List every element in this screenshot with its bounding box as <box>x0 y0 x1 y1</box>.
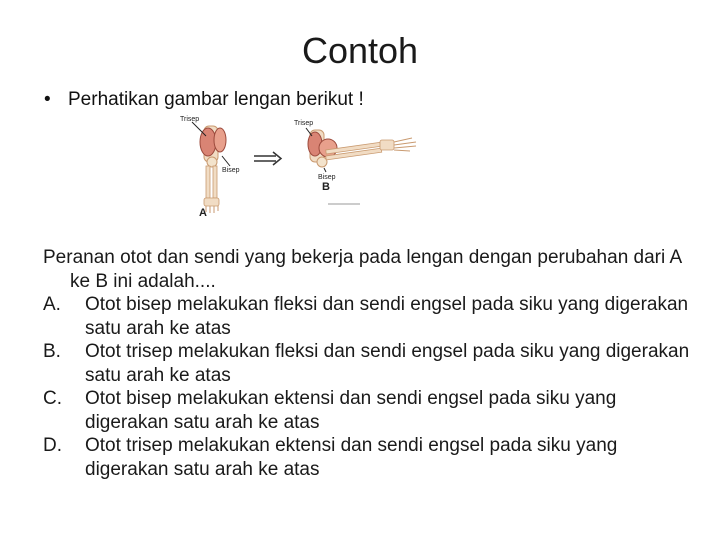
slide-title: Contoh <box>301 30 419 71</box>
arm-a-bottom-label: Bisep <box>222 167 240 174</box>
answer-option-b <box>43 340 703 387</box>
transition-arrow-icon <box>254 152 281 165</box>
option-letter: B. <box>43 341 61 362</box>
option-text: Otot bisep melakukan ektensi dan sendi engsel pada siku yang digerakan satu arah ke atas <box>85 388 617 433</box>
arm-b-top-label: Trisep <box>294 120 314 127</box>
bullet-icon: • <box>44 89 51 110</box>
arm-diagram <box>178 112 422 218</box>
question-block <box>43 246 703 481</box>
answer-option-a <box>43 293 703 340</box>
arm-b-letter: B <box>322 181 330 193</box>
arm-b-drawing <box>306 128 416 172</box>
option-letter: C. <box>43 388 62 409</box>
answer-option-d <box>43 434 703 481</box>
answer-option-c <box>43 387 703 434</box>
instruction-bullet <box>44 88 364 112</box>
question-stem: Peranan otot dan sendi yang bekerja pada lengan dengan perubahan dari A ke B ini adalah.... <box>43 247 682 292</box>
option-letter: D. <box>43 435 62 456</box>
instruction-text: Perhatikan gambar lengan berikut ! <box>68 89 364 110</box>
arm-a-letter: A <box>199 207 207 218</box>
option-text: Otot bisep melakukan fleksi dan sendi engsel pada siku yang digerakan satu arah ke atas <box>85 294 689 339</box>
option-text: Otot trisep melakukan ektensi dan sendi engsel pada siku yang digerakan satu arah ke atas <box>85 435 618 480</box>
option-letter: A. <box>43 294 61 315</box>
option-text: Otot trisep melakukan fleksi dan sendi engsel pada siku yang digerakan satu arah ke atas <box>85 341 690 386</box>
arm-illustration <box>178 112 422 218</box>
arm-b-bottom-label: Bisep <box>318 174 336 181</box>
arm-a-top-label: Trisep <box>180 116 200 123</box>
